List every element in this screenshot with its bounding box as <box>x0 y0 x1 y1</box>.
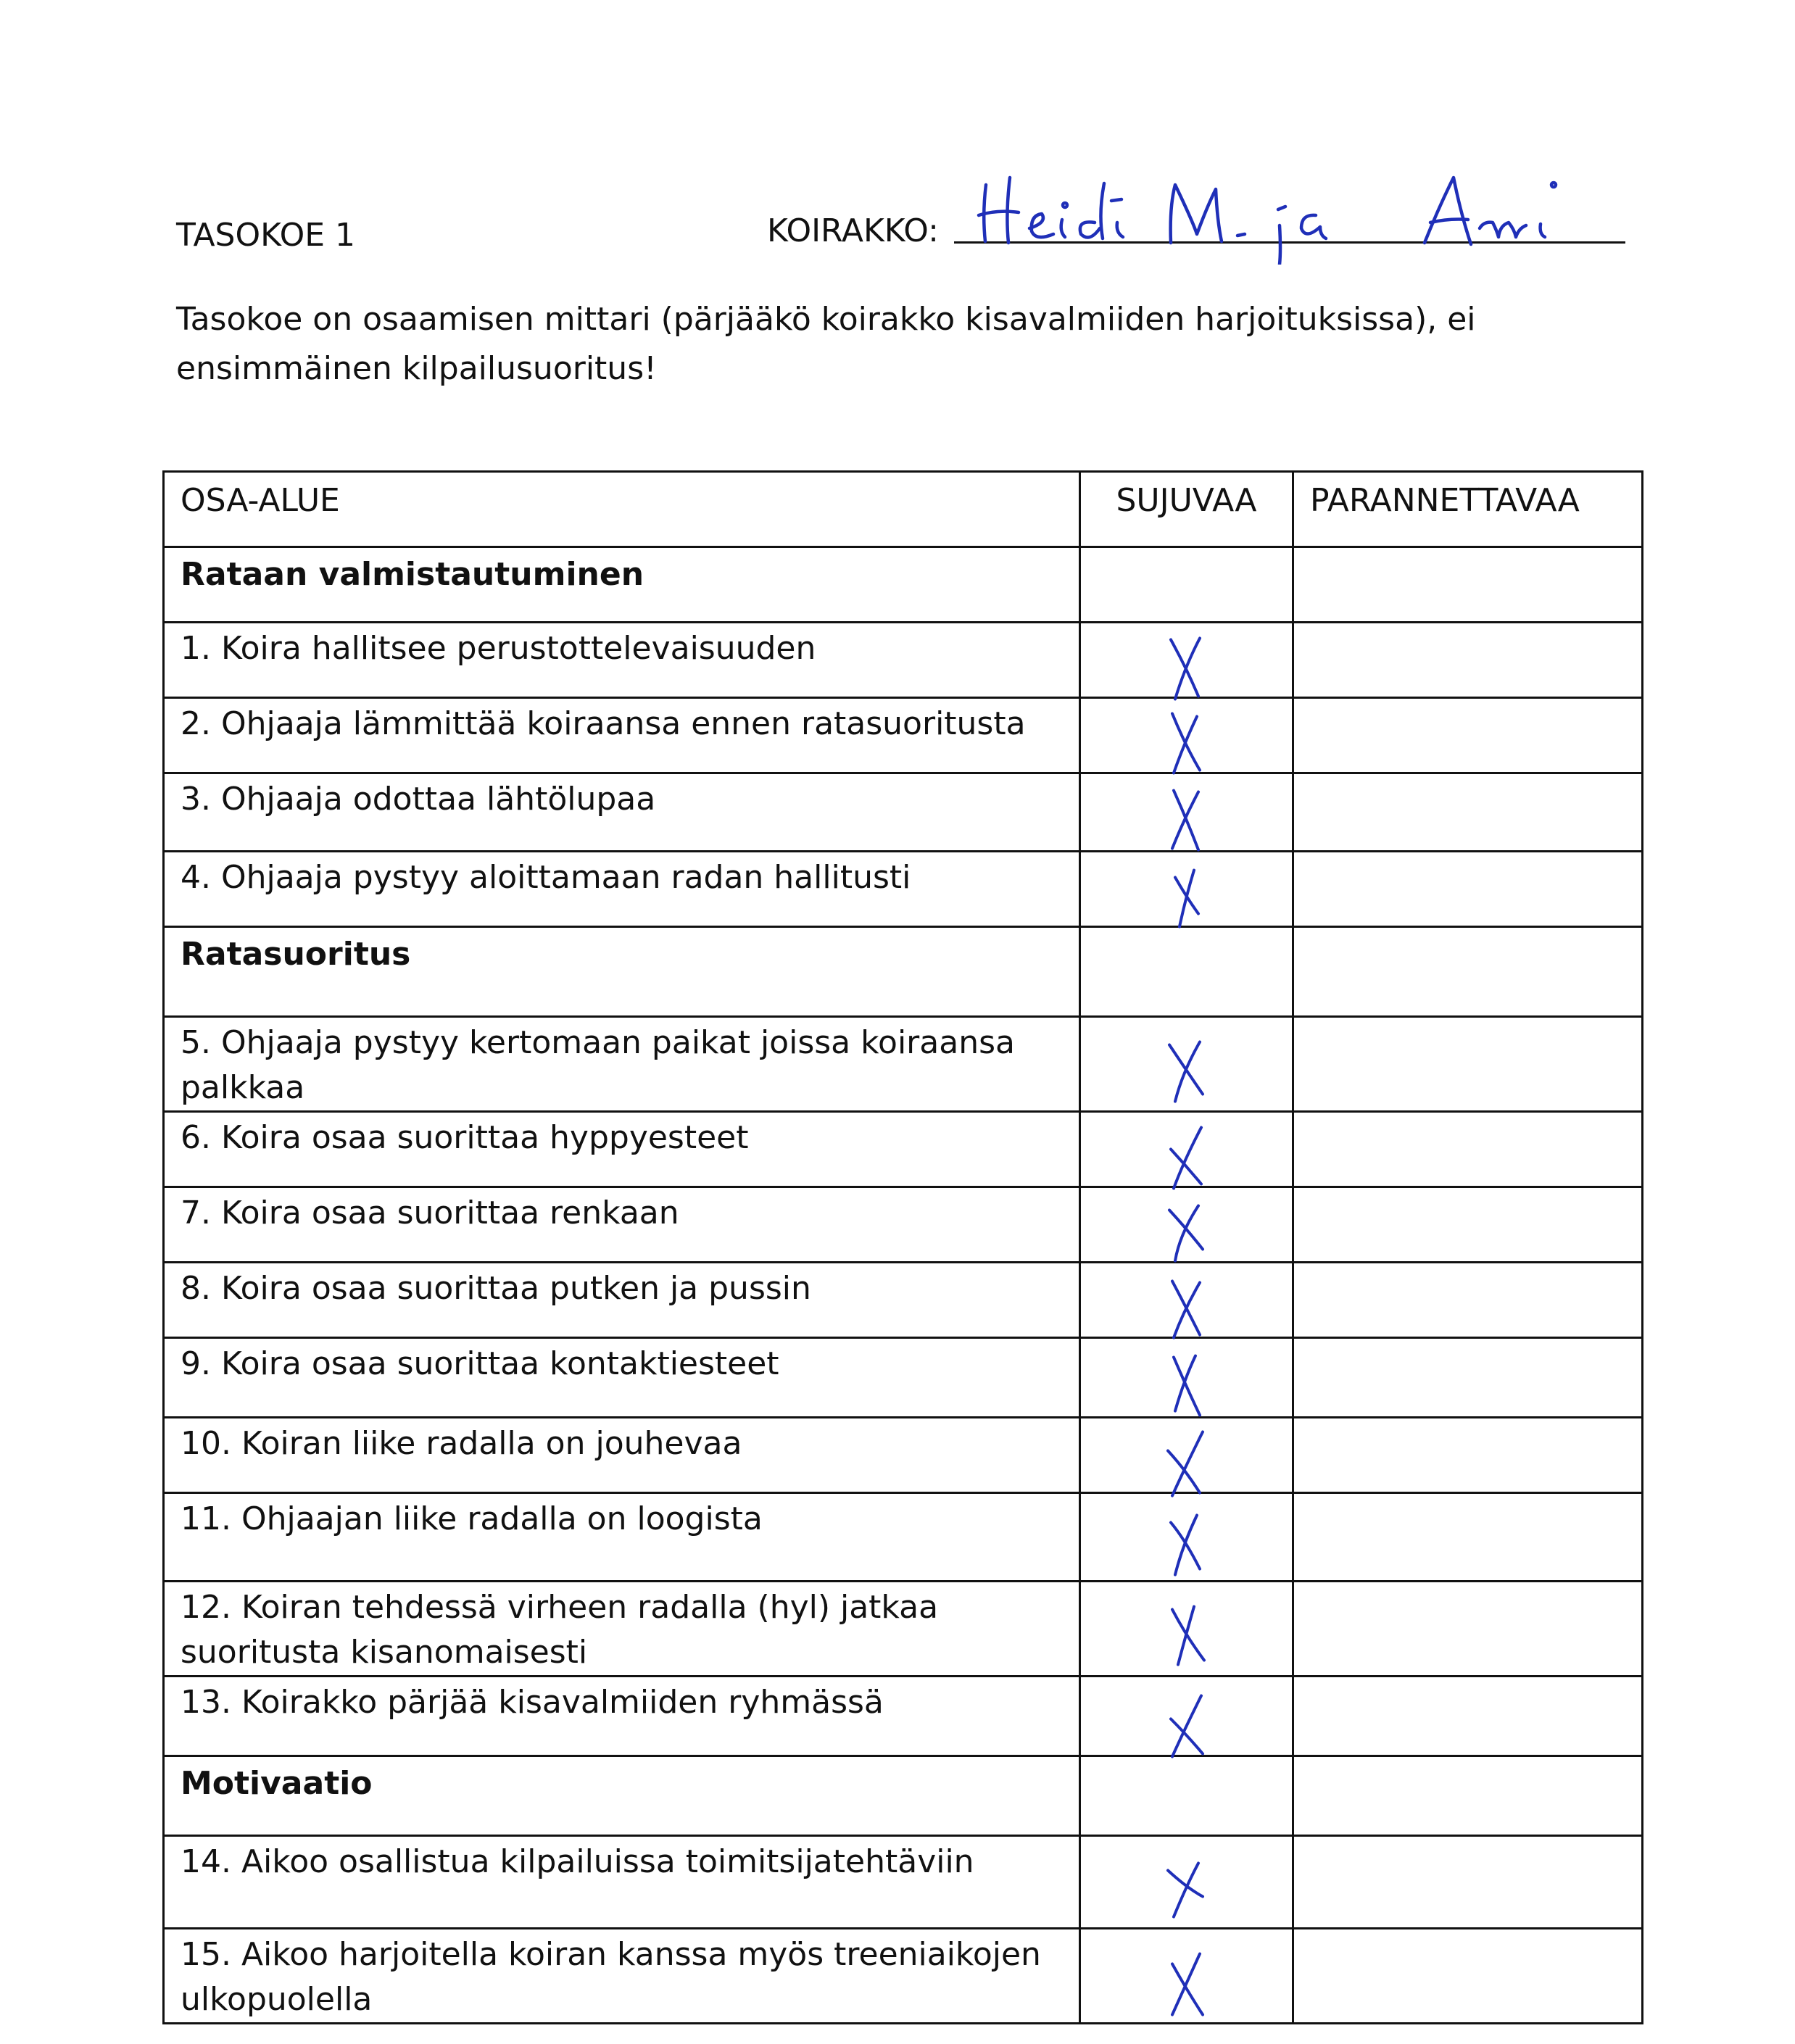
section-heading: Rataan valmistautuminen <box>164 547 1080 623</box>
sujuvaa-cell <box>1080 1263 1293 1338</box>
sujuvaa-cell <box>1080 1017 1293 1112</box>
criterion-label: 14. Aikoo osallistua kilpailuissa toimitsijatehtäviin <box>164 1836 1080 1929</box>
parannettavaa-cell <box>1293 698 1643 773</box>
handwritten-x-mark-icon <box>1165 1198 1209 1268</box>
criterion-label: 13. Koirakko pärjää kisavalmiiden ryhmässä <box>164 1677 1080 1756</box>
handwritten-x-mark-icon <box>1165 1274 1209 1343</box>
criterion-label: 1. Koira hallitsee perustottelevaisuuden <box>164 623 1080 698</box>
sujuvaa-cell <box>1080 1493 1293 1582</box>
criterion-label: 5. Ohjaaja pystyy kertomaan paikat joissa koiraansa palkkaa <box>164 1017 1080 1112</box>
handwritten-x-mark-icon <box>1165 709 1209 778</box>
form-title: TASOKOE 1 <box>176 217 355 254</box>
criterion-label: 6. Koira osaa suorittaa hyppyesteet <box>164 1112 1080 1187</box>
sujuvaa-cell <box>1080 1338 1293 1418</box>
handwritten-x-mark-icon <box>1165 1690 1209 1759</box>
parannettavaa-cell <box>1293 1263 1643 1338</box>
parannettavaa-cell <box>1293 1338 1643 1418</box>
table-row <box>164 698 1643 773</box>
column-header-sujuvaa: SUJUVAA <box>1080 472 1293 547</box>
criterion-label: 2. Ohjaaja lämmittää koiraansa ennen ratasuoritusta <box>164 698 1080 773</box>
table-row <box>164 1263 1643 1338</box>
handwritten-x-mark-icon <box>1165 1603 1209 1672</box>
section-row <box>164 547 1643 623</box>
sujuvaa-cell <box>1080 1836 1293 1929</box>
section-empty-cell <box>1080 1756 1293 1836</box>
handwritten-x-mark-icon <box>1165 786 1209 855</box>
criterion-label: 8. Koira osaa suorittaa putken ja pussin <box>164 1263 1080 1338</box>
handwritten-x-mark-icon <box>1165 1429 1209 1498</box>
table-row <box>164 1836 1643 1929</box>
table-row <box>164 1582 1643 1677</box>
handwritten-x-mark-icon <box>1165 863 1209 932</box>
table-row <box>164 773 1643 852</box>
handwritten-x-mark-icon <box>1165 1351 1209 1421</box>
sujuvaa-cell <box>1080 698 1293 773</box>
sujuvaa-cell <box>1080 1187 1293 1263</box>
parannettavaa-cell <box>1293 1112 1643 1187</box>
section-empty-cell <box>1293 547 1643 623</box>
criterion-label: 11. Ohjaajan liike radalla on loogista <box>164 1493 1080 1582</box>
intro-text: Tasokoe on osaamisen mittari (pärjääkö koirakko kisavalmiiden harjoituksissa), ei ensimmäinen kilpailusuoritus! <box>176 301 1476 387</box>
parannettavaa-cell <box>1293 1493 1643 1582</box>
sujuvaa-cell <box>1080 1418 1293 1493</box>
parannettavaa-cell <box>1293 1677 1643 1756</box>
criterion-label: 12. Koiran tehdessä virheen radalla (hyl) jatkaa suoritusta kisanomaisesti <box>164 1582 1080 1677</box>
parannettavaa-cell <box>1293 623 1643 698</box>
criterion-label: 4. Ohjaaja pystyy aloittamaan radan hallitusti <box>164 852 1080 927</box>
section-heading: Ratasuoritus <box>164 927 1080 1017</box>
column-header-parannettavaa: PARANNETTAVAA <box>1293 472 1643 547</box>
handwritten-x-mark-icon <box>1165 1038 1209 1108</box>
section-heading: Motivaatio <box>164 1756 1080 1836</box>
evaluation-table-body <box>164 472 1643 2024</box>
criterion-label: 3. Ohjaaja odottaa lähtölupaa <box>164 773 1080 852</box>
table-row <box>164 852 1643 927</box>
table-row <box>164 1929 1643 2024</box>
table-row <box>164 1017 1643 1112</box>
sujuvaa-cell <box>1080 623 1293 698</box>
sujuvaa-cell <box>1080 1929 1293 2024</box>
handwritten-x-mark-icon <box>1165 1856 1209 1925</box>
section-row <box>164 1756 1643 1836</box>
table-row <box>164 1187 1643 1263</box>
sujuvaa-cell <box>1080 1582 1293 1677</box>
parannettavaa-cell <box>1293 1582 1643 1677</box>
parannettavaa-cell <box>1293 1017 1643 1112</box>
parannettavaa-cell <box>1293 1836 1643 1929</box>
sujuvaa-cell <box>1080 852 1293 927</box>
table-row <box>164 1677 1643 1756</box>
parannettavaa-cell <box>1293 1418 1643 1493</box>
criterion-label: 10. Koiran liike radalla on jouhevaa <box>164 1418 1080 1493</box>
criterion-label: 15. Aikoo harjoitella koiran kanssa myös treeniaikojen ulkopuolella <box>164 1929 1080 2024</box>
handwritten-x-mark-icon <box>1165 633 1209 703</box>
section-empty-cell <box>1293 927 1643 1017</box>
table-row <box>164 1338 1643 1418</box>
table-header-row <box>164 472 1643 547</box>
table-row <box>164 1418 1643 1493</box>
table-row <box>164 1112 1643 1187</box>
parannettavaa-cell <box>1293 1929 1643 2024</box>
sujuvaa-cell <box>1080 773 1293 852</box>
criterion-label: 7. Koira osaa suorittaa renkaan <box>164 1187 1080 1263</box>
table-row <box>164 623 1643 698</box>
parannettavaa-cell <box>1293 852 1643 927</box>
sujuvaa-cell <box>1080 1112 1293 1187</box>
section-empty-cell <box>1080 547 1293 623</box>
parannettavaa-cell <box>1293 773 1643 852</box>
sujuvaa-cell <box>1080 1677 1293 1756</box>
table-row <box>164 1493 1643 1582</box>
koirakko-handwritten-signature <box>961 156 1620 265</box>
handwritten-x-mark-icon <box>1165 1123 1209 1192</box>
section-row <box>164 927 1643 1017</box>
koirakko-label: KOIRAKKO: <box>767 212 939 249</box>
evaluation-table <box>162 470 1643 2024</box>
criterion-label: 9. Koira osaa suorittaa kontaktiesteet <box>164 1338 1080 1418</box>
section-empty-cell <box>1080 927 1293 1017</box>
handwritten-x-mark-icon <box>1165 1950 1209 2019</box>
section-empty-cell <box>1293 1756 1643 1836</box>
parannettavaa-cell <box>1293 1187 1643 1263</box>
column-header-osa-alue: OSA-ALUE <box>164 472 1080 547</box>
handwritten-x-mark-icon <box>1165 1511 1209 1580</box>
